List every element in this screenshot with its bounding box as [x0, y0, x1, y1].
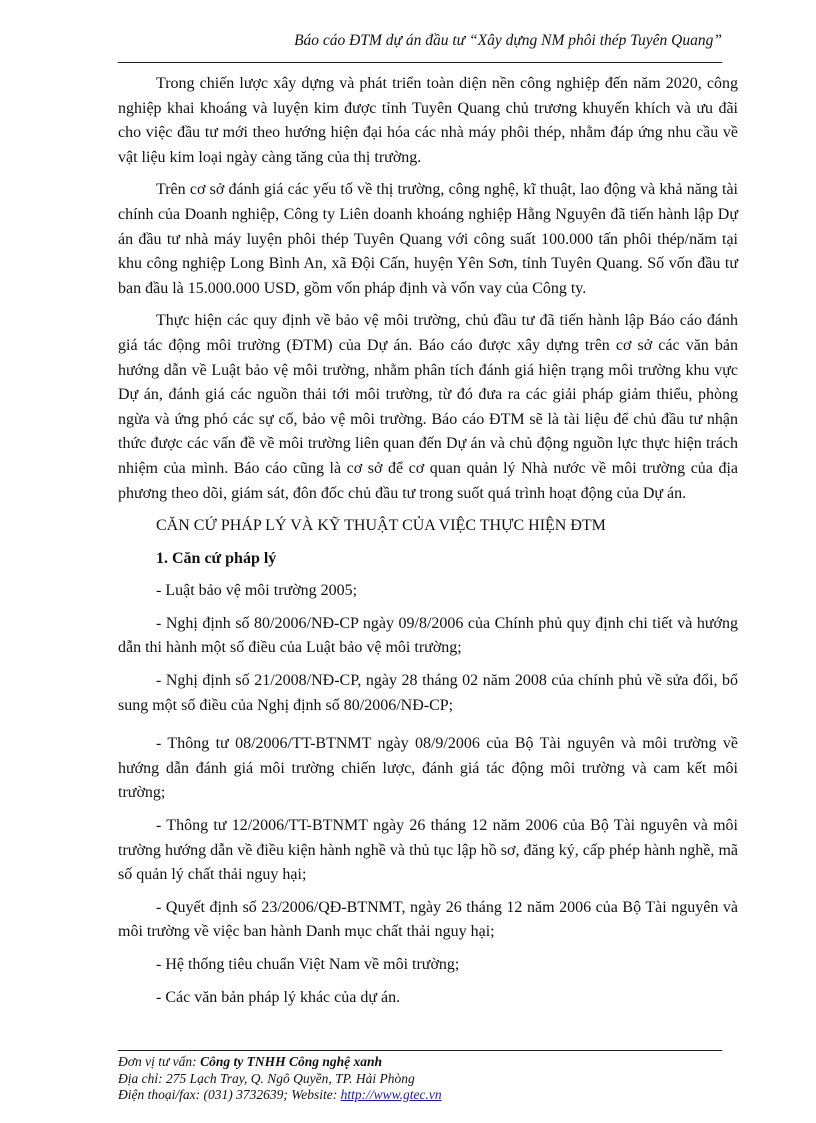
- consultant-name: Công ty TNHH Công nghệ xanh: [200, 1054, 382, 1069]
- legal-item: - Thông tư 08/2006/TT-BTNMT ngày 08/9/2006 của Bộ Tài nguyên và môi trường về hướng dẫn đánh giá môi trường chiến lược, đánh giá tác động môi trường và cam kết môi trường;: [118, 735, 738, 802]
- page-header-title: Báo cáo ĐTM dự án đầu tư “Xây dựng NM phôi thép Tuyên Quang”: [294, 32, 722, 49]
- section-heading: CĂN CỨ PHÁP LÝ VÀ KỸ THUẬT CỦA VIỆC THỰC HIỆN ĐTM: [156, 517, 606, 535]
- subsection-heading: 1. Căn cứ pháp lý: [156, 549, 277, 567]
- document-body: [118, 72, 738, 1018]
- eia-paragraph: Thực hiện các quy định về bảo vệ môi trường, chủ đầu tư đã tiến hành lập Báo cáo đánh giá tác động môi trường (ĐTM) của Dự án. Báo cáo được xây dựng trên cơ sở các văn bản hướng dẫn về Luật bảo vệ môi trường, nhằm phân tích đánh giá hiện trạng môi trường khu vực Dự án, đánh giá các nguồn thải tới môi trường, từ đó đưa ra các giải pháp giảm thiểu, phòng ngừa và ứng phó các sự cố, bảo vệ môi trường. Báo cáo ĐTM sẽ là tài liệu để chủ đầu tư nhận thức được các vấn đề về môi trường liên quan đến Dự án và chủ động nguồn lực thực hiện trách nhiệm của mình. Báo cáo cũng là cơ sở để cơ quan quản lý Nhà nước về môi trường của địa phương theo dõi, giám sát, đôn đốc chủ đầu tư trong suốt quá trình hoạt động của Dự án.: [118, 312, 738, 502]
- footer-consultant-line: [118, 1054, 722, 1071]
- consultant-label: Đơn vị tư vấn:: [118, 1054, 197, 1069]
- footer-divider: [118, 1050, 722, 1051]
- legal-item: - Nghị định số 21/2008/NĐ-CP, ngày 28 tháng 02 năm 2008 của chính phủ về sửa đổi, bổ sung một số điều của Nghị định số 80/2006/NĐ-CP;: [118, 672, 738, 714]
- legal-item: - Luật bảo vệ môi trường 2005;: [156, 582, 358, 600]
- legal-item: - Hệ thống tiêu chuẩn Việt Nam về môi trường;: [156, 956, 460, 973]
- legal-item: - Nghị định số 80/2006/NĐ-CP ngày 09/8/2006 của Chính phủ quy định chi tiết và hướng dẫn thi hành một số điều của Luật bảo vệ môi trường;: [118, 614, 738, 657]
- legal-item: - Các văn bản pháp lý khác của dự án.: [156, 988, 401, 1006]
- page-footer: [118, 1054, 722, 1104]
- phone-label: Điện thoại/fax: (031) 3732639; Website:: [118, 1087, 338, 1102]
- header-divider: [118, 62, 722, 63]
- project-paragraph: Trên cơ sở đánh giá các yếu tố về thị trường, công nghệ, kĩ thuật, lao động và khả năng tài chính của Doanh nghiệp, Công ty Liên doanh khoáng nghiệp Hằng Nguyên đã tiến hành lập Dự án đầu tư nhà máy luyện phôi thép Tuyên Quang với công suất 100.000 tấn phôi thép/năm tại khu công nghiệp Long Bình An, xã Đội Cấn, huyện Yên Sơn, tỉnh Tuyên Quang. Số vốn đầu tư ban đầu là 15.000.000 USD, gồm vốn pháp định và vốn vay của Công ty.: [118, 181, 738, 297]
- legal-item: - Quyết định số 23/2006/QĐ-BTNMT, ngày 26 tháng 12 năm 2006 của Bộ Tài nguyên và môi trường về việc ban hành Danh mục chất thải nguy hại;: [118, 898, 738, 941]
- footer-address: Địa chỉ: 275 Lạch Tray, Q. Ngô Quyền, TP. Hải Phòng: [118, 1070, 415, 1086]
- footer-contact-line: [118, 1087, 722, 1104]
- legal-item: - Thông tư 12/2006/TT-BTNMT ngày 26 tháng 12 năm 2006 của Bộ Tài nguyên và môi trường hướng dẫn về điều kiện hành nghề và thủ tục lập hồ sơ, đăng ký, cấp phép hành nghề, mã số quản lý chất thải nguy hại;: [118, 817, 738, 884]
- intro-paragraph: Trong chiến lược xây dựng và phát triển toàn diện nền công nghiệp đến năm 2020, công nghiệp khai khoáng và luyện kim được tỉnh Tuyên Quang chủ trương khuyến khích và ưu đãi cho việc đầu tư mới theo hướng hiện đại hóa các nhà máy phôi thép, nhằm đáp ứng nhu cầu về vật liệu kim loại ngày càng tăng của thị trường.: [118, 75, 738, 166]
- website-link[interactable]: http://www.gtec.vn: [340, 1087, 442, 1102]
